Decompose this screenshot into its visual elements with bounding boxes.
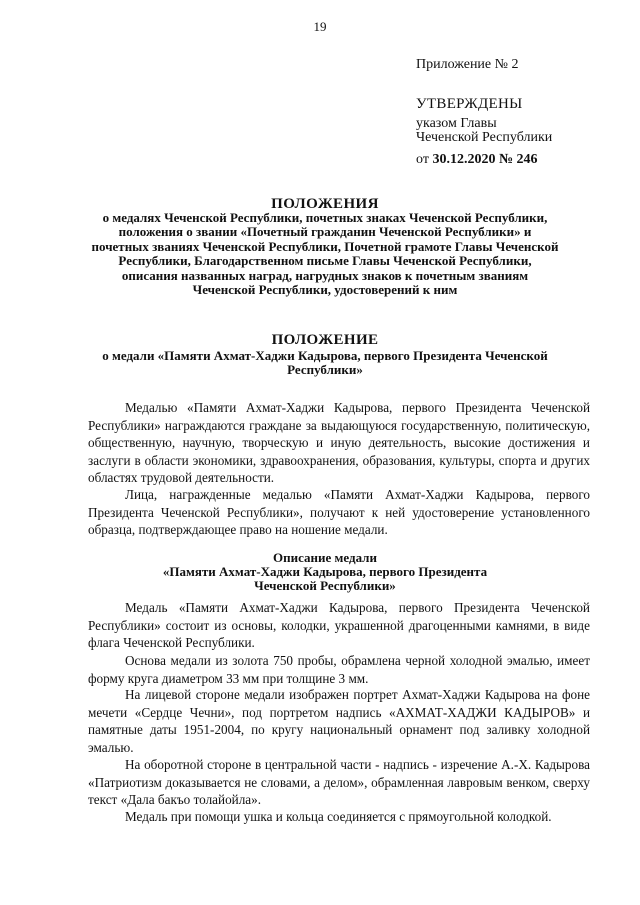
appendix-label: Приложение № 2 [416, 57, 519, 72]
description-paragraph: Основа медали из золота 750 пробы, обрамлена черной холодной эмалью, имеет форму круга диаметром 33 мм при толщине 3 мм. [88, 653, 590, 686]
decree-date [416, 152, 616, 168]
decree-line-2: Чеченской Республики [416, 130, 553, 145]
description-paragraph: Медаль «Памяти Ахмат-Хаджи Кадырова, первого Президента Чеченской Республики» состоит из основы, колодки, украшенной драгоценными камнями, в виде флага Чеченской Республики. [88, 600, 590, 650]
description-heading-line-2: «Памяти Ахмат-Хаджи Кадырова, первого Президента [162, 564, 488, 579]
description-paragraph: На оборотной стороне в центральной части - надпись - изречение А.-Х. Кадырова «Патриотизм доказывается не словами, а делом», обрамленная лавровым венком, сверху текст «Дала бакъо толайойла». [88, 757, 590, 807]
document-subtitle: о медалях Чеченской Республики, почетных знаках Чеченской Республики, положения о звании «Почетный гражданин Чеченской Республики» и почетных званиях Чеченской Республики, Почетной грамоте Главы Чеченской Республики, Благодарственном письме Главы Чеченской Республики, описания названных наград, нагрудных знаков к почетным званиям Чеченской Республики, удостоверений к ним [91, 210, 559, 298]
description-heading-line-1: Описание медали [273, 550, 377, 565]
document-title: ПОЛОЖЕНИЯ [271, 196, 379, 212]
regulation-title: ПОЛОЖЕНИЕ [271, 332, 379, 348]
description-paragraph: Медаль при помощи ушка и кольца соединяется с прямоугольной колодкой. [125, 809, 552, 824]
date-prefix: от [416, 152, 429, 167]
date-value: 30.12.2020 № 246 [432, 152, 538, 167]
regulation-subtitle: о медали «Памяти Ахмат-Хаджи Кадырова, первого Президента Чеченской Республики» [102, 348, 548, 378]
approved-label: УТВЕРЖДЕНЫ [416, 96, 523, 112]
regulation-paragraph: Медалью «Памяти Ахмат-Хаджи Кадырова, первого Президента Чеченской Республики» награждаются граждане за выдающуюся государственную, политическую, общественную, научную, творческую и иную деятельность, высокие достижения и заслуги в области экономики, здравоохранения, образования, культуры, спорта и других областях трудовой деятельности. [88, 400, 590, 485]
description-paragraph: На лицевой стороне медали изображен портрет Ахмат-Хаджи Кадырова на фоне мечети «Сердце Чечни», под портретом надпись «АХМАТ-ХАДЖИ КАДЫРОВ» и памятные даты 1951-2004, по кругу национальный орнамент под заливку холодной эмалью. [88, 687, 590, 755]
decree-line-1: указом Главы [416, 116, 497, 131]
regulation-paragraph: Лица, награжденные медалью «Памяти Ахмат-Хаджи Кадырова, первого Президента Чеченской Республики», получают к ней удостоверение установленного образца, подтверждающее право на ношение медали. [88, 487, 590, 537]
description-heading [90, 551, 560, 593]
page-number: 19 [313, 19, 327, 34]
decree-reference [416, 117, 616, 145]
description-heading-line-3: Чеченской Республики» [254, 578, 396, 593]
